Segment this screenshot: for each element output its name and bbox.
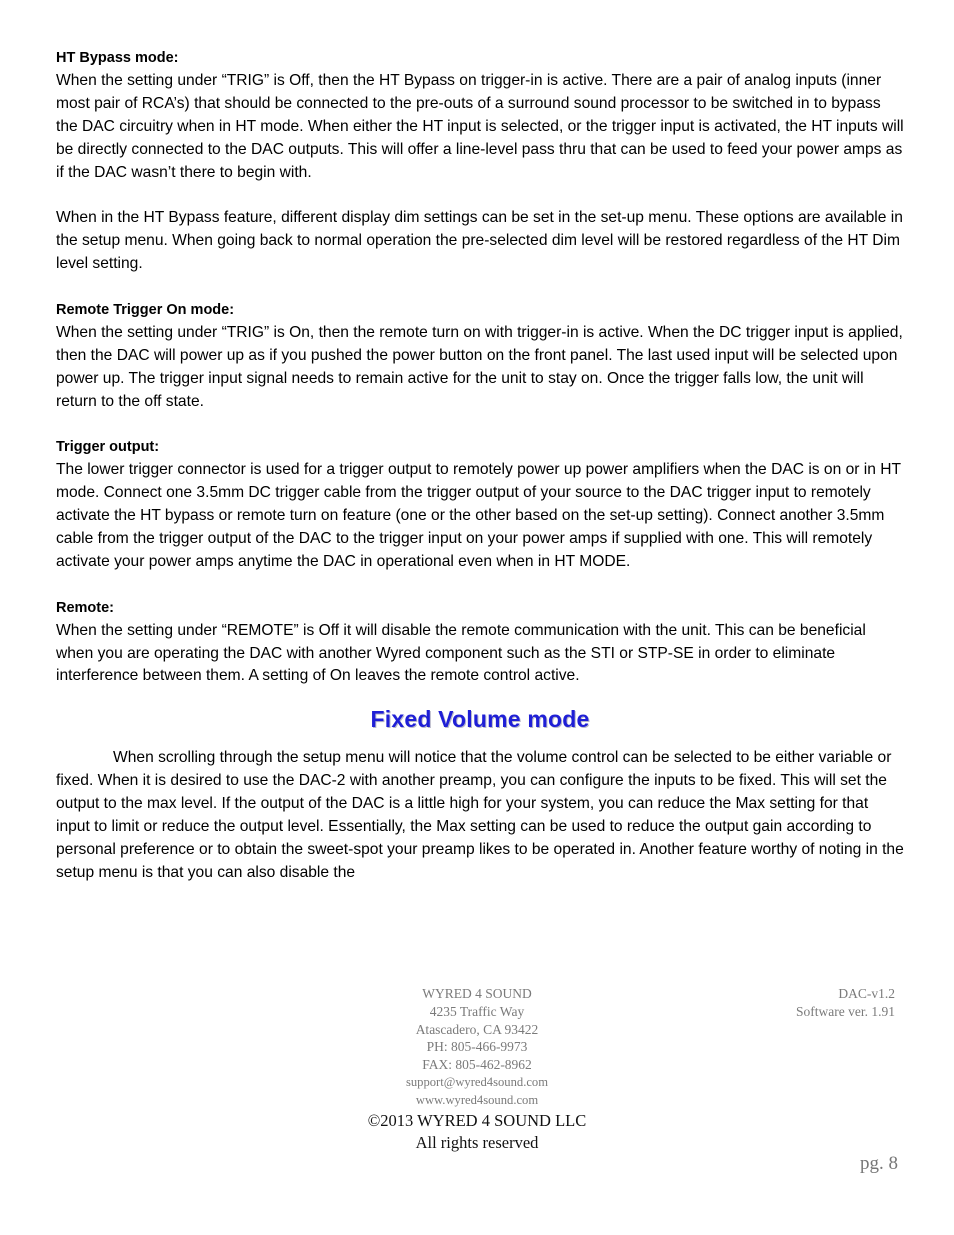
section-heading-remote: Remote: bbox=[56, 599, 115, 616]
ht-bypass-paragraph-2: When in the HT Bypass feature, different display dim settings can be set in the set-up menu. These options are available in the setup menu. When going back to normal operation the pre-selected dim level will be restored regardless of the HT Dim level setting. bbox=[56, 209, 903, 273]
trigger-output-paragraph: The lower trigger connector is used for a trigger output to remotely power up power amplifiers when the DAC is on or in HT mode. Connect one 3.5mm DC trigger cable from the trigger output of your source to the DAC trigger input to remotely activate the HT bypass or remote turn on feature (one or the other based on the set-up setting). Connect another 3.5mm cable from the trigger output of the DAC to the trigger input on your power amps if supplied with one. This will remotely activate your power amps anytime the DAC in operational even when in HT MODE. bbox=[56, 461, 901, 570]
section-heading-ht-bypass: HT Bypass mode: bbox=[56, 50, 179, 66]
section-heading-remote-trigger: Remote Trigger On mode: bbox=[56, 301, 235, 318]
footer-website: www.wyred4sound.com bbox=[415, 1092, 539, 1107]
remote-paragraph: When the setting under “REMOTE” is Off it will disable the remote communication with the unit. This can be beneficial when you are operating the DAC with another Wyred component such as the STI or STP-SE in order to eliminate interference between them. A setting of On leaves the remote control active. bbox=[56, 621, 866, 685]
footer-rights: All rights reserved bbox=[415, 1132, 539, 1152]
footer-email: support@wyred4sound.com bbox=[405, 1074, 549, 1089]
footer-software: Software ver. 1.91 bbox=[796, 1003, 895, 1019]
fixed-volume-paragraph: When scrolling through the setup menu will notice that the volume control can be selected to be either variable or fixed. When it is desired to use the DAC-2 with another preamp, you can configure the inputs to be fixed. This will set the output to the max level. If the output of the DAC is a little high for your system, you can reduce the Max setting for that input to limit or reduce the output level. Essentially, the Max setting can be used to reduce the output gain according to personal preference or to obtain the sweet-spot your preamp likes to be operated in. Another feature worthy of noting in the setup menu is that you can also disable the bbox=[56, 749, 904, 881]
remote-trigger-paragraph: When the setting under “TRIG” is On, then the remote turn on with trigger-in is active. When the DC trigger input is applied, then the DAC will power up as if you pushed the power button on the front panel. The last used input will be selected upon power up. The trigger input signal needs to remain active for the unit to stay on. Once the trigger falls low, the unit will return to the off state. bbox=[56, 323, 903, 410]
footer-company: WYRED 4 SOUND bbox=[422, 986, 532, 1001]
footer-version bbox=[796, 985, 895, 1021]
footer-phone: PH: 805-466-9973 bbox=[426, 1039, 528, 1055]
footer-model: DAC-v1.2 bbox=[838, 986, 895, 1001]
footer-street: 4235 Traffic Way bbox=[429, 1003, 525, 1019]
footer-copyright: ©2013 WYRED 4 SOUND LLC bbox=[367, 1110, 587, 1130]
ht-bypass-paragraph-1: When the setting under “TRIG” is Off, then the HT Bypass on trigger-in is active. There are a pair of analog inputs (inner most pair of RCA’s) that should be connected to the pre-outs of a surround sound processor to be switched in to bypass the DAC circuitry when in HT mode. When either the HT input is selected, or the trigger input is activated, the HT inputs will be directly connected to the DAC outputs. This will offer a line-level pass thru that can be used to feed your power amps as if the DAC wasn’t there to begin with. bbox=[56, 71, 904, 181]
section-heading-trigger-output: Trigger output: bbox=[56, 439, 160, 456]
footer-city: Atascadero, CA 93422 bbox=[415, 1021, 539, 1037]
document-body bbox=[56, 47, 904, 885]
page-number: pg. 8 bbox=[860, 1153, 898, 1174]
footer-fax: FAX: 805-462-8962 bbox=[422, 1057, 532, 1073]
fixed-volume-heading: Fixed Volume mode bbox=[370, 706, 590, 733]
